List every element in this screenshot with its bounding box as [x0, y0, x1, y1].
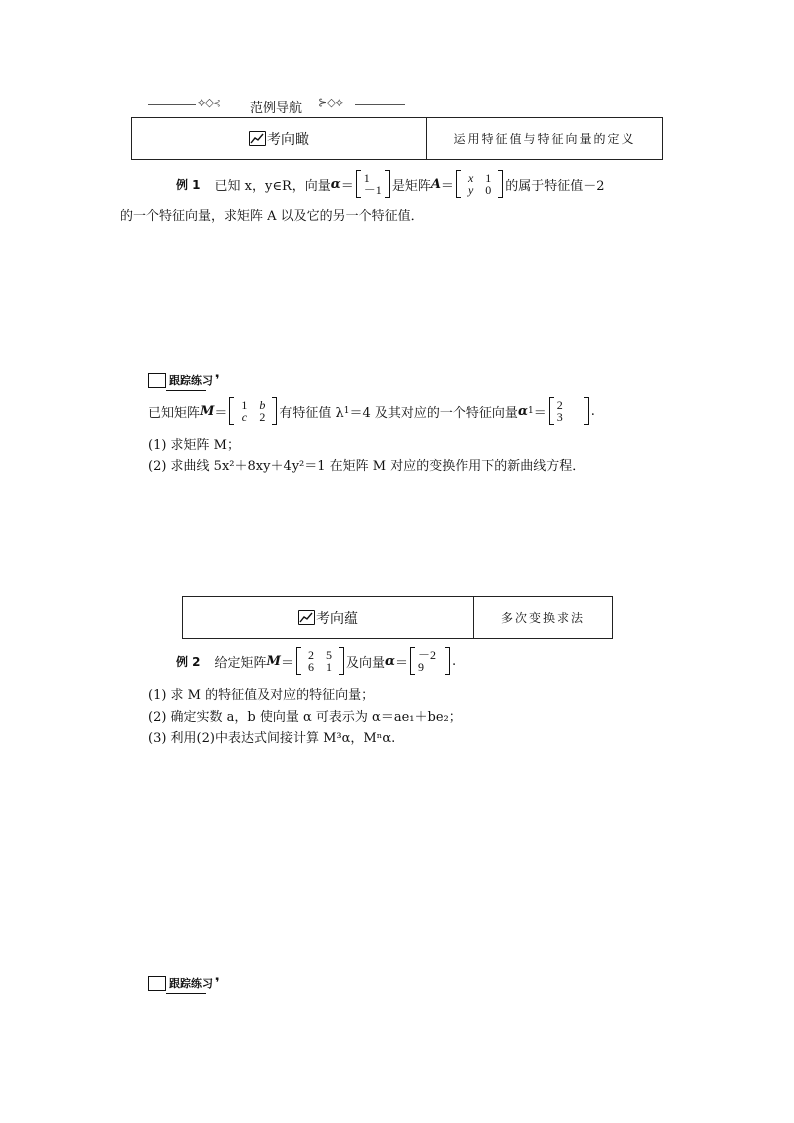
matrix-name-M: M — [266, 653, 281, 669]
example-2-text-b: 及向量 — [345, 655, 385, 671]
matrix-M2-entry: 2 — [307, 648, 314, 662]
alpha-symbol: α — [517, 403, 528, 419]
practice-2-underline — [166, 993, 206, 994]
vector-alpha-entry: 1 — [363, 171, 370, 185]
practice-2-label: 跟踪练习 — [169, 977, 213, 990]
topic-box-2-right: 多次变换求法 — [473, 597, 612, 638]
matrix-M2-entry: 5 — [325, 648, 332, 662]
equals-sign: ＝ — [340, 178, 354, 194]
example-2-question-1: (1) 求 M 的特征值及对应的特征向量； — [148, 688, 375, 703]
practice-1-text-c: ＝4 及其对应的一个特征向量 — [349, 405, 518, 421]
notebook-icon — [148, 976, 166, 991]
vector-alpha-2-entry: －2 — [418, 648, 437, 662]
nav-ornament-right: ⊱◇⟡ — [318, 96, 343, 109]
practice-1-label: 跟踪练习 — [169, 374, 213, 387]
matrix-A-entry: y — [467, 183, 474, 197]
matrix-M2-entry: 6 — [307, 660, 314, 674]
notebook-icon — [148, 373, 166, 388]
matrix-M-entry: b — [259, 398, 266, 412]
example-1-text-c: 的属于特征值－2 — [505, 178, 605, 194]
matrix-M — [229, 399, 277, 423]
practice-1-text-b: 有特征值 λ — [279, 405, 344, 421]
vector-alpha — [356, 172, 390, 196]
equals-sign: ＝ — [280, 655, 294, 671]
nav-title: 范例导航 — [250, 101, 303, 116]
alpha-symbol: α — [384, 653, 395, 669]
example-2-line-1 — [176, 649, 456, 673]
nav-ornament-left: ⟡◇⊰ — [198, 96, 221, 109]
period: . — [452, 653, 457, 669]
chart-icon — [249, 131, 266, 146]
practice-1-question-1: (1) 求矩阵 M； — [148, 438, 240, 453]
matrix-M-entry: c — [241, 410, 248, 424]
topic-box-1-label: 考向瞰 — [267, 131, 309, 148]
topic-box-2-left — [183, 597, 473, 638]
vector-alpha-2 — [410, 649, 450, 673]
topic-box-2 — [182, 596, 613, 639]
alpha-subscript: 1 — [527, 406, 534, 416]
period: . — [590, 403, 595, 419]
alpha-symbol: α — [330, 176, 341, 192]
example-1-line-2: 的一个特征向量，求矩阵 A 以及它的另一个特征值． — [120, 209, 424, 224]
example-2-question-3: (3) 利用(2)中表达式间接计算 M³α，Mⁿα. — [148, 731, 396, 746]
lambda-subscript: 1 — [343, 406, 350, 416]
equals-sign: ＝ — [394, 655, 408, 671]
footprint-icon: ❜ — [215, 975, 220, 991]
example-1-label: 例 1 — [176, 177, 201, 192]
practice-1-line-1 — [148, 398, 595, 424]
chart-icon — [298, 610, 315, 625]
matrix-M2 — [296, 649, 344, 673]
matrix-A-entry: x — [467, 171, 474, 185]
example-1-text-a: 已知 x，y∈R，向量 — [214, 178, 331, 194]
eigenvector — [549, 399, 589, 423]
practice-1-header — [148, 372, 220, 388]
equals-sign: ＝ — [440, 178, 454, 194]
nav-divider-left — [148, 104, 196, 105]
matrix-M-entry: 2 — [259, 410, 266, 424]
equals-sign: ＝ — [533, 405, 547, 421]
example-2-label: 例 2 — [176, 654, 201, 669]
matrix-M2-entry: 1 — [325, 660, 332, 674]
example-1-text-b: 是矩阵 — [391, 178, 431, 194]
footprint-icon: ❜ — [215, 372, 220, 388]
topic-box-1-left — [132, 118, 426, 159]
vector-alpha-2-entry: 9 — [418, 660, 424, 674]
matrix-name-M: M — [200, 403, 215, 419]
vector-alpha-entry: －1 — [363, 183, 382, 197]
practice-2-header — [148, 975, 220, 991]
practice-1-text-a: 已知矩阵 — [148, 405, 201, 421]
topic-box-1 — [131, 117, 663, 160]
topic-box-1-right: 运用特征值与特征向量的定义 — [426, 118, 662, 159]
matrix-A-entry: 1 — [485, 171, 492, 185]
example-1-line-1 — [176, 172, 605, 196]
practice-1-question-2: (2) 求曲线 5x²＋8xy＋4y²＝1 在矩阵 M 对应的变换作用下的新曲线方程． — [148, 459, 586, 474]
matrix-name-A: A — [430, 176, 441, 192]
example-2-question-2: (2) 确定实数 a，b 使向量 α 可表示为 α＝ae₁＋be₂； — [148, 710, 462, 725]
practice-1-underline — [166, 390, 206, 391]
eigenvector-entry: 3 — [556, 410, 563, 424]
matrix-A-entry: 0 — [485, 183, 492, 197]
nav-divider-right — [355, 104, 405, 105]
matrix-M-entry: 1 — [241, 398, 248, 412]
example-2-text-a: 给定矩阵 — [214, 655, 267, 671]
equals-sign: ＝ — [214, 405, 228, 421]
topic-box-2-label: 考向蕴 — [316, 610, 358, 627]
eigenvector-entry: 2 — [556, 398, 563, 412]
matrix-A — [456, 172, 503, 196]
